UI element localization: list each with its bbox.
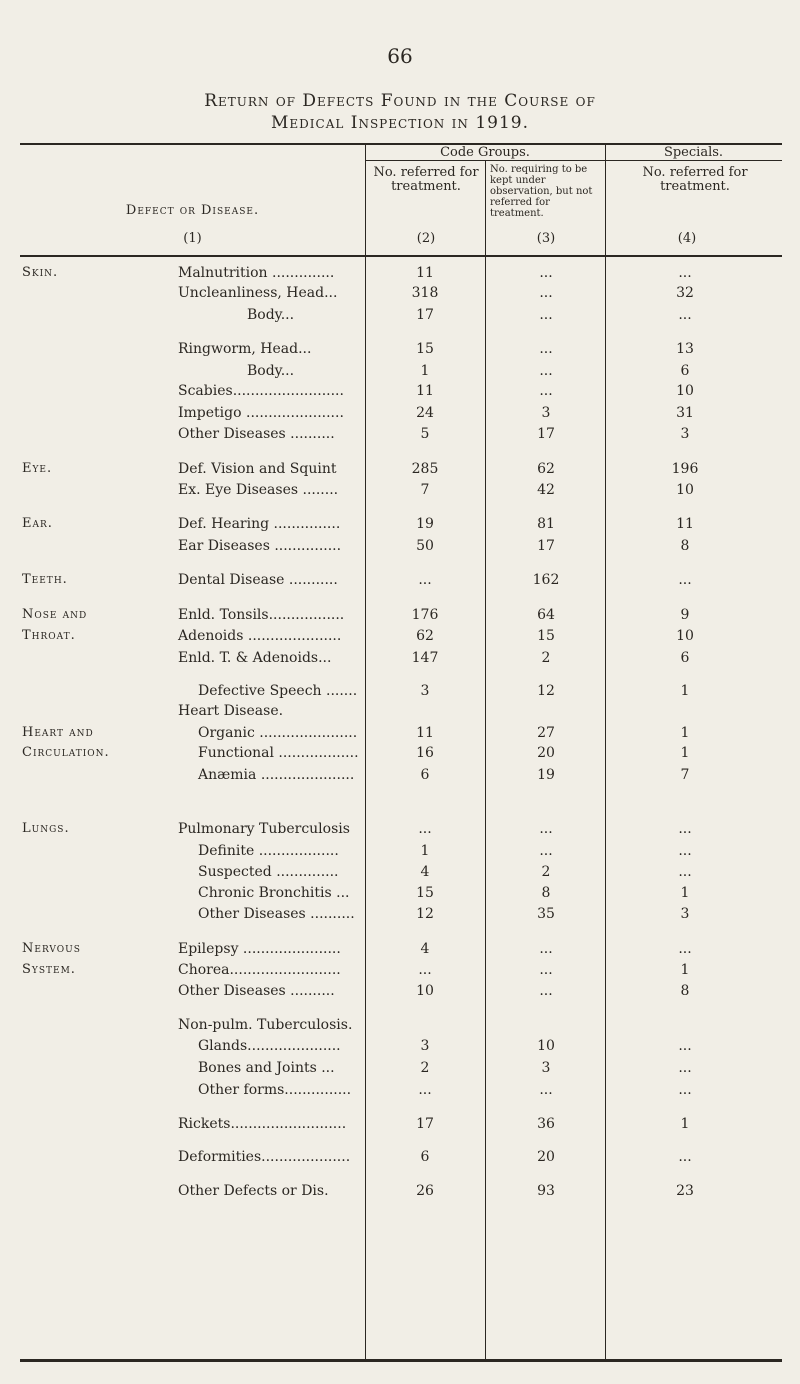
cell-referred-specials: 1 <box>680 725 690 741</box>
table-row <box>0 885 800 905</box>
cell-referred-code: 318 <box>411 285 439 301</box>
row-label: Other forms............... <box>198 1082 352 1098</box>
row-category: Heart and <box>22 725 94 740</box>
table-row <box>0 461 800 481</box>
col4-number: (4) <box>677 231 697 246</box>
cell-referred-code: 11 <box>416 725 434 741</box>
table-row <box>0 864 800 884</box>
cell-referred-code: ... <box>418 1082 432 1098</box>
cell-referred-specials: 6 <box>680 650 690 666</box>
cell-referred-specials: 196 <box>671 461 699 477</box>
cell-referred-code: 62 <box>416 628 434 644</box>
cell-referred-code: 12 <box>416 906 434 922</box>
row-label: Glands..................... <box>198 1038 341 1054</box>
table-row <box>0 983 800 1003</box>
cell-observation: 64 <box>537 607 555 623</box>
table-row <box>0 725 800 745</box>
row-category: Circulation. <box>22 745 110 760</box>
table-row <box>0 1017 800 1037</box>
cell-observation: 3 <box>541 405 551 421</box>
row-category: Nervous <box>22 941 81 956</box>
title-line-2: Medical Inspection in 1919. <box>271 113 529 133</box>
row-label: Organic ...................... <box>198 725 358 741</box>
row-label: Other Defects or Dis. <box>178 1183 329 1199</box>
row-label: Functional .................. <box>198 745 359 761</box>
page-title <box>0 90 800 134</box>
cell-referred-code: 24 <box>416 405 434 421</box>
cell-observation: ... <box>539 383 553 399</box>
row-label: Bones and Joints ... <box>198 1060 335 1076</box>
table-row <box>0 1149 800 1169</box>
cell-referred-specials: 10 <box>676 482 694 498</box>
cell-referred-code: 17 <box>416 307 434 323</box>
cell-referred-code: 1 <box>420 363 430 379</box>
row-label: Chorea......................... <box>178 962 341 978</box>
row-category: Eye. <box>22 461 53 476</box>
cell-referred-code: 17 <box>416 1116 434 1132</box>
cell-referred-specials: 31 <box>676 405 694 421</box>
table-row <box>0 265 800 285</box>
row-label: Chronic Bronchitis ... <box>198 885 350 901</box>
table-row <box>0 426 800 446</box>
cell-observation: 20 <box>537 1149 555 1165</box>
table-row <box>0 572 800 592</box>
cell-referred-specials: ... <box>678 843 692 859</box>
cell-observation: 36 <box>537 1116 555 1132</box>
row-label: Dental Disease ........... <box>178 572 338 588</box>
cell-observation: 20 <box>537 745 555 761</box>
cell-observation: 62 <box>537 461 555 477</box>
cell-referred-specials: ... <box>678 1060 692 1076</box>
cell-referred-code: 4 <box>420 864 430 880</box>
cell-referred-code: 11 <box>416 265 434 281</box>
cell-observation: ... <box>539 941 553 957</box>
row-label: Scabies......................... <box>178 383 344 399</box>
cell-referred-specials: 1 <box>680 885 690 901</box>
row-label: Ex. Eye Diseases ........ <box>178 482 339 498</box>
row-label: Uncleanliness, Head... <box>178 285 338 301</box>
cell-referred-specials: 1 <box>680 683 690 699</box>
table-row <box>0 307 800 327</box>
cell-referred-specials: 1 <box>680 962 690 978</box>
row-label: Ringworm, Head... <box>178 341 312 357</box>
cell-observation: 12 <box>537 683 555 699</box>
cell-referred-code: 50 <box>416 538 434 554</box>
table-row <box>0 482 800 502</box>
cell-referred-code: 11 <box>416 383 434 399</box>
cell-referred-code: 6 <box>420 1149 430 1165</box>
page-number: 66 <box>387 44 413 68</box>
cell-observation: 81 <box>537 516 555 532</box>
table-row <box>0 516 800 536</box>
cell-observation: 10 <box>537 1038 555 1054</box>
cell-referred-specials: ... <box>678 821 692 837</box>
row-category: Teeth. <box>22 572 68 587</box>
table-row <box>0 650 800 670</box>
cell-referred-code: 15 <box>416 885 434 901</box>
cell-observation: 3 <box>541 1060 551 1076</box>
table-row <box>0 962 800 982</box>
cell-observation: 8 <box>541 885 551 901</box>
cell-referred-code: 26 <box>416 1183 434 1199</box>
cell-observation: 162 <box>532 572 560 588</box>
table-row <box>0 745 800 765</box>
row-label: Definite .................. <box>198 843 339 859</box>
cell-observation: ... <box>539 265 553 281</box>
cell-referred-code: 1 <box>420 843 430 859</box>
cell-referred-specials: 8 <box>680 538 690 554</box>
cell-referred-specials: 8 <box>680 983 690 999</box>
cell-referred-specials: 13 <box>676 341 694 357</box>
cell-observation: 2 <box>541 864 551 880</box>
row-label: Ear Diseases ............... <box>178 538 342 554</box>
cell-referred-specials: 1 <box>680 1116 690 1132</box>
col1-header: Defect or Disease. <box>125 203 260 218</box>
row-category: Nose and <box>22 607 88 622</box>
cell-referred-code: 4 <box>420 941 430 957</box>
cell-referred-code: 3 <box>420 1038 430 1054</box>
col3-number: (3) <box>536 231 556 246</box>
row-label: Enld. T. & Adenoids... <box>178 650 332 666</box>
cell-observation: 93 <box>537 1183 555 1199</box>
cell-referred-specials: 3 <box>680 426 690 442</box>
cell-observation: ... <box>539 1082 553 1098</box>
cell-referred-code: 176 <box>411 607 439 623</box>
table-row <box>0 538 800 558</box>
row-label: Anæmia ..................... <box>198 767 355 783</box>
table-row <box>0 405 800 425</box>
cell-observation: ... <box>539 285 553 301</box>
table-row <box>0 1038 800 1058</box>
row-label: Other Diseases .......... <box>178 426 335 442</box>
specials-header: Specials. <box>663 145 724 160</box>
cell-observation: 35 <box>537 906 555 922</box>
table-row <box>0 767 800 787</box>
col3-header: No. requiring to be kept under observation, but not referred for treatment. <box>490 164 593 219</box>
row-category: Throat. <box>22 628 76 643</box>
cell-observation: ... <box>539 307 553 323</box>
cell-observation: 2 <box>541 650 551 666</box>
cell-referred-specials: 10 <box>676 628 694 644</box>
cell-observation: ... <box>539 821 553 837</box>
table-row <box>0 906 800 926</box>
cell-referred-code: 3 <box>420 683 430 699</box>
row-label: Heart Disease. <box>178 703 284 719</box>
cell-observation: ... <box>539 843 553 859</box>
code-groups-header: Code Groups. <box>440 145 530 160</box>
cell-referred-code: 7 <box>420 482 430 498</box>
table-row <box>0 821 800 841</box>
cell-observation: ... <box>539 962 553 978</box>
cell-referred-specials: ... <box>678 1038 692 1054</box>
row-label: Epilepsy ...................... <box>178 941 341 957</box>
cell-referred-specials: 6 <box>680 363 690 379</box>
title-line-1: Return of Defects Found in the Course of <box>204 91 596 111</box>
table-row <box>0 941 800 961</box>
cell-referred-specials: 1 <box>680 745 690 761</box>
cell-referred-code: 2 <box>420 1060 430 1076</box>
row-label: Def. Hearing ............... <box>178 516 341 532</box>
row-label: Suspected .............. <box>198 864 339 880</box>
cell-referred-specials: 10 <box>676 383 694 399</box>
row-label: Deformities.................... <box>178 1149 351 1165</box>
cell-referred-specials: 32 <box>676 285 694 301</box>
table-row <box>0 285 800 305</box>
row-label: Defective Speech ....... <box>198 683 358 699</box>
col4-header: No. referred for treatment. <box>642 165 748 194</box>
cell-referred-code: 285 <box>411 461 439 477</box>
cell-referred-specials: 11 <box>676 516 694 532</box>
row-label: Body... <box>247 307 295 323</box>
row-label: Adenoids ..................... <box>178 628 342 644</box>
cell-referred-specials: ... <box>678 572 692 588</box>
cell-referred-code: 6 <box>420 767 430 783</box>
cell-observation: 19 <box>537 767 555 783</box>
table-row <box>0 383 800 403</box>
cell-referred-specials: ... <box>678 307 692 323</box>
cell-referred-specials: 7 <box>680 767 690 783</box>
row-label: Malnutrition .............. <box>178 265 335 281</box>
table-row <box>0 607 800 627</box>
code-groups-rule <box>365 160 782 161</box>
cell-referred-specials: 9 <box>680 607 690 623</box>
col2-number: (2) <box>416 231 436 246</box>
cell-observation: 17 <box>537 538 555 554</box>
table-row <box>0 843 800 863</box>
row-label: Body... <box>247 363 295 379</box>
cell-observation: 17 <box>537 426 555 442</box>
table-row <box>0 341 800 361</box>
col1-number: (1) <box>183 231 202 246</box>
table-row <box>0 363 800 383</box>
table-row <box>0 1082 800 1102</box>
cell-observation: 42 <box>537 482 555 498</box>
row-label: Rickets.......................... <box>178 1116 347 1132</box>
cell-referred-specials: 23 <box>676 1183 694 1199</box>
cell-observation: 15 <box>537 628 555 644</box>
cell-referred-code: 147 <box>411 650 439 666</box>
cell-referred-specials: 3 <box>680 906 690 922</box>
table-row <box>0 1060 800 1080</box>
cell-referred-specials: ... <box>678 265 692 281</box>
table-row <box>0 1116 800 1136</box>
table-row <box>0 683 800 703</box>
row-label: Other Diseases .......... <box>178 983 335 999</box>
row-category: Skin. <box>22 265 59 280</box>
table-row <box>0 703 800 723</box>
cell-referred-code: 16 <box>416 745 434 761</box>
table-row <box>0 1183 800 1203</box>
table-row <box>0 628 800 648</box>
header-bottom-rule <box>20 255 782 257</box>
row-category: Lungs. <box>22 821 70 836</box>
row-category: System. <box>22 962 76 977</box>
cell-referred-specials: ... <box>678 941 692 957</box>
cell-referred-specials: ... <box>678 1149 692 1165</box>
cell-referred-code: ... <box>418 962 432 978</box>
row-label: Non-pulm. Tuberculosis. <box>178 1017 353 1033</box>
cell-referred-code: 19 <box>416 516 434 532</box>
row-label: Other Diseases .......... <box>198 906 355 922</box>
row-category: Ear. <box>22 516 53 531</box>
cell-referred-code: ... <box>418 821 432 837</box>
row-label: Pulmonary Tuberculosis <box>178 821 350 837</box>
row-label: Enld. Tonsils................. <box>178 607 345 623</box>
cell-observation: ... <box>539 363 553 379</box>
cell-observation: 27 <box>537 725 555 741</box>
table-bottom-rule <box>20 1359 782 1362</box>
cell-referred-code: ... <box>418 572 432 588</box>
row-label: Impetigo ...................... <box>178 405 344 421</box>
cell-observation: ... <box>539 983 553 999</box>
cell-referred-code: 15 <box>416 341 434 357</box>
cell-referred-specials: ... <box>678 864 692 880</box>
cell-observation: ... <box>539 341 553 357</box>
cell-referred-code: 5 <box>420 426 430 442</box>
cell-referred-code: 10 <box>416 983 434 999</box>
col2-header: No. referred for treatment. <box>373 165 479 194</box>
row-label: Def. Vision and Squint <box>178 461 337 477</box>
cell-referred-specials: ... <box>678 1082 692 1098</box>
